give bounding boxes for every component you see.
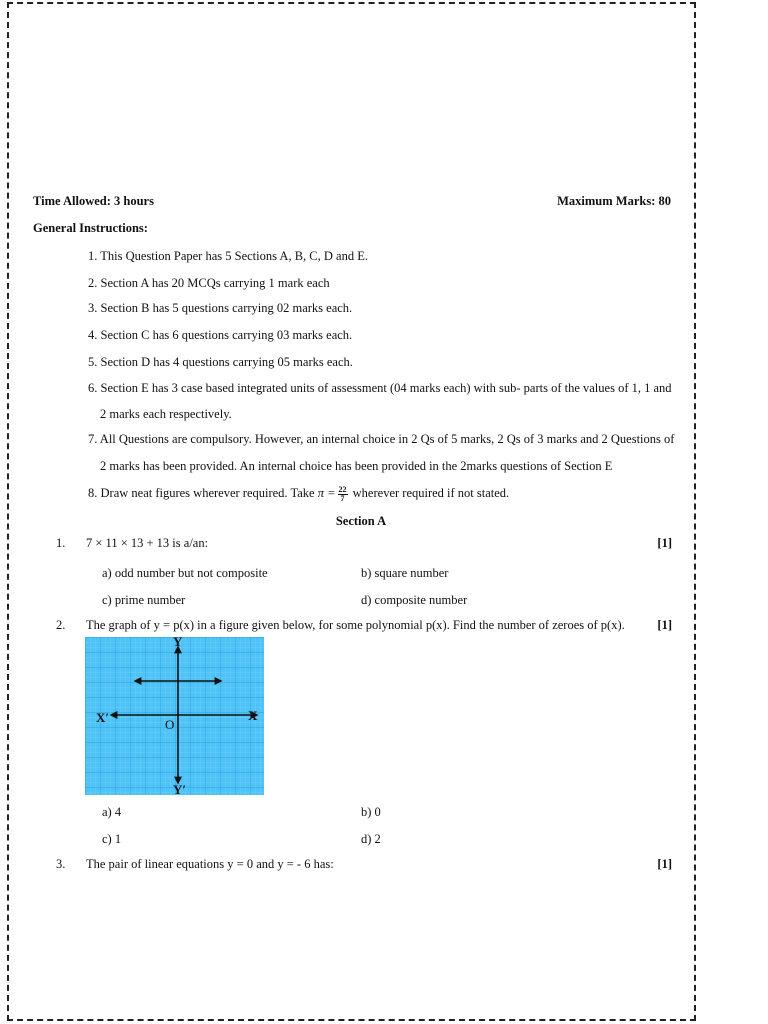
q2-option-c: c) 1 — [102, 832, 122, 846]
instruction-6-continued — [88, 401, 678, 428]
label-x: X — [248, 708, 258, 723]
instruction-8-text: 8. Draw neat figures wherever required. Take — [88, 486, 315, 500]
instruction-5: 5. Section D has 4 questions carrying 05 marks each. — [88, 355, 353, 369]
instruction-8 — [88, 480, 678, 507]
label-origin: O — [165, 717, 175, 732]
instruction-7-continued — [88, 453, 678, 480]
q2-option-b: b) 0 — [361, 805, 381, 819]
instruction-6-cont-text: 2 marks each respectively. — [100, 407, 232, 421]
time-allowed: Time Allowed: 3 hours — [33, 194, 154, 208]
paper-header — [33, 194, 671, 209]
polynomial-graph — [85, 637, 264, 795]
graph-grid — [85, 637, 264, 795]
pi-symbol: π = — [317, 486, 336, 500]
q1-option-b: b) square number — [361, 566, 449, 580]
instruction-1: 1. This Question Paper has 5 Sections A, B, C, D and E. — [88, 249, 368, 263]
question-number: 2. — [56, 618, 66, 632]
q1-option-c: c) prime number — [102, 593, 186, 607]
instruction-4: 4. Section C has 6 questions carrying 03 marks each. — [88, 328, 353, 342]
instruction-2: 2. Section A has 20 MCQs carrying 1 mark each — [88, 276, 330, 290]
instruction-8-tail: wherever required if not stated. — [352, 486, 510, 500]
question-text: 7 × 11 × 13 + 13 is a/an: — [86, 536, 209, 550]
instruction-3: 3. Section B has 5 questions carrying 02 marks each. — [88, 301, 353, 315]
question-marks: [1] — [657, 857, 672, 871]
instruction-7-cont-text: 2 marks has been provided. An internal choice has been provided in the 2marks questions of Section E — [100, 459, 613, 473]
question-number: 1. — [56, 536, 66, 550]
q2-option-d: d) 2 — [361, 832, 381, 846]
label-y-neg: Y′ — [173, 782, 187, 795]
instruction-6: 6. Section E has 3 case based integrated units of assessment (04 marks each) with sub- parts of the values of 1, 1 and — [88, 381, 672, 395]
question-text: The pair of linear equations y = 0 and y = - 6 has: — [86, 857, 334, 871]
pi-denominator: 7 — [340, 493, 345, 503]
pi-numerator: 22 — [338, 484, 347, 494]
q2-option-a: a) 4 — [102, 805, 122, 819]
q1-option-a: a) odd number but not composite — [102, 566, 268, 580]
question-marks: [1] — [657, 618, 672, 632]
general-instructions-title: General Instructions: — [33, 221, 148, 235]
question-marks: [1] — [657, 536, 672, 550]
q1-option-d: d) composite number — [361, 593, 468, 607]
label-y: Y — [173, 637, 183, 649]
instruction-7: 7. All Questions are compulsory. However, an internal choice in 2 Qs of 5 marks, 2 Qs of 3 marks and 2 Questions of — [88, 432, 675, 446]
pi-fraction — [338, 486, 348, 503]
question-number: 3. — [56, 857, 66, 871]
section-title: Section A — [335, 514, 387, 528]
label-x-neg: X′ — [96, 710, 110, 725]
question-text: The graph of y = p(x) in a figure given below, for some polynomial p(x). Find the number of zeroes of p(x). — [86, 618, 625, 632]
maximum-marks: Maximum Marks: 80 — [557, 194, 671, 208]
